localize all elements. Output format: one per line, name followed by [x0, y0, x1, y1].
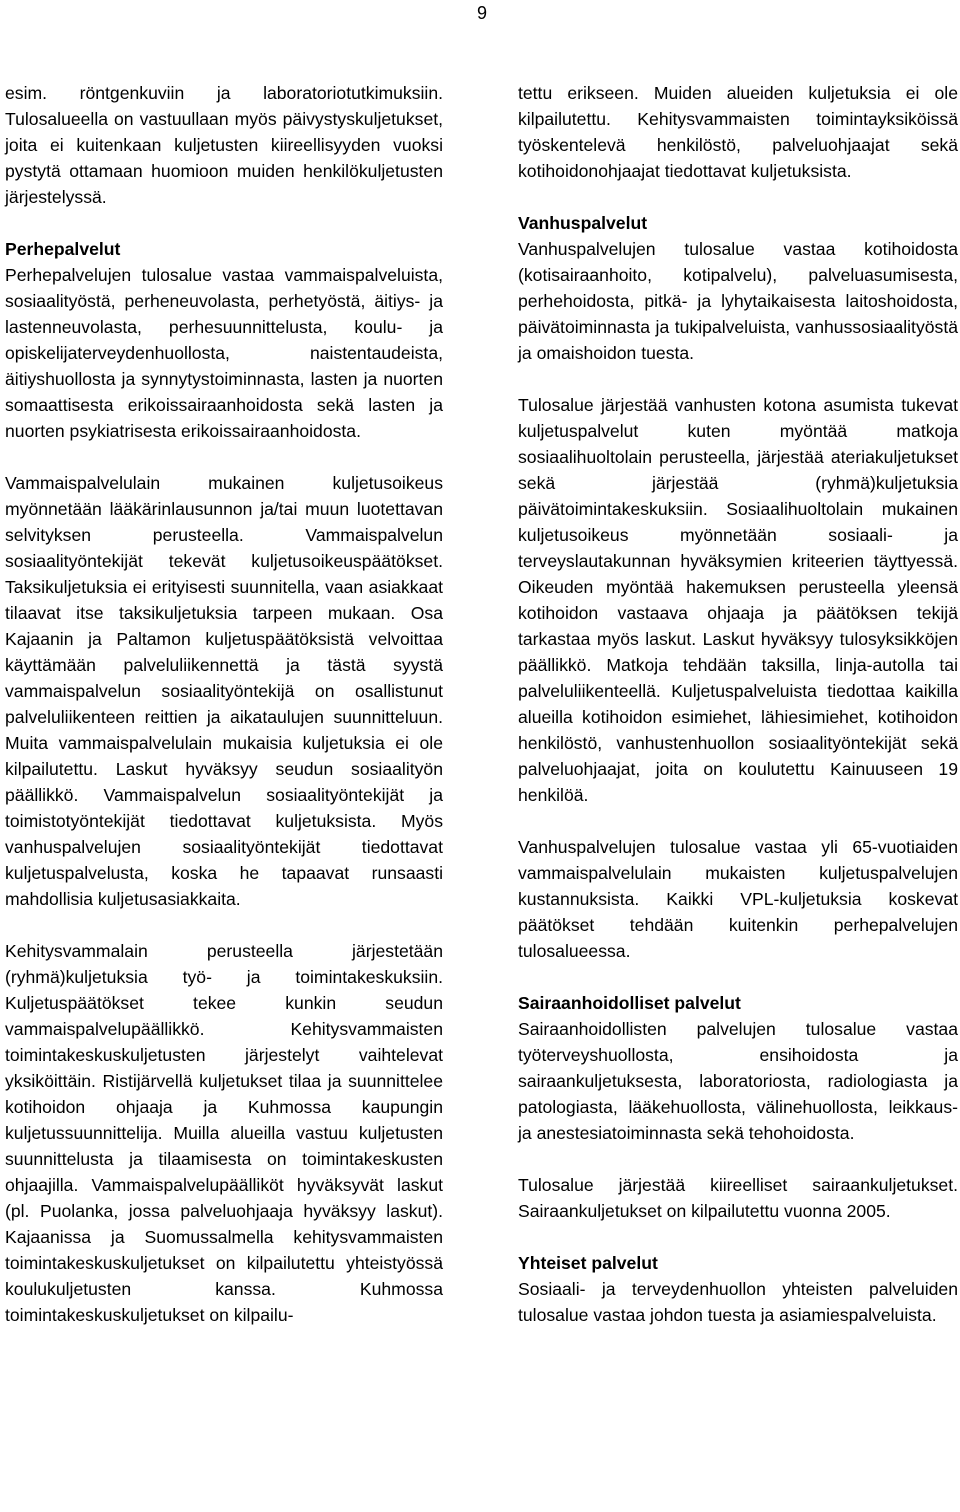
- paragraph: esim. röntgenkuviin ja laboratoriotutkimuksiin. Tulosalueella on vastuullaan myös päivystyskuljetukset, joita ei kuitenkaan kuljetusten kiireellisyyden vuoksi pystytä ottamaan huomioon muiden henkilökuljetusten järjestelyssä.: [5, 83, 443, 207]
- section-perhepalvelut: [5, 236, 443, 444]
- left-column: [5, 80, 443, 1328]
- paragraph: Sairaanhoidollisten palvelujen tulosalue vastaa työterveyshuollosta, ensihoidosta ja sairaankuljetuksesta, laboratoriosta, radiologiasta ja patologiasta, lääkehuollosta, välinehuollosta, leikkaus- ja anestesiatoiminnasta sekä tehohoidosta.: [518, 1019, 958, 1143]
- page-number: 9: [476, 3, 487, 23]
- paragraph: Sosiaali- ja terveydenhuollon yhteisten palveluiden tulosalue vastaa johdon tuesta ja asiamiespalveluista.: [518, 1279, 958, 1325]
- section-heading: Vanhuspalvelut: [518, 213, 648, 233]
- section-heading: Perhepalvelut: [5, 239, 121, 259]
- paragraph: tettu erikseen. Muiden alueiden kuljetuksia ei ole kilpailutettu. Kehitysvammaisten toimintayksiköissä työskentelevä henkilöstö, palveluohjaajat sekä kotihoidonohjaajat tiedottavat kuljetuksista.: [518, 83, 958, 181]
- paragraph: Kehitysvammalain perusteella järjestetään (ryhmä)kuljetuksia työ- ja toimintakeskuksiin. Kuljetuspäätökset tekee kunkin seudun vammaispalvelupäällikkö. Kehitysvammaisten toimintakeskuskuljetusten järjestelyt vaihtelevat yksiköittäin. Ristijärvellä kuljetukset tilaa ja suunnittelee kotihoidon ohjaaja ja Kuhmossa kaupungin kuljetussuunnittelija. Muilla alueilla vastuu kuljetusten suunnittelusta ja tilaamisesta on toimintakeskusten ohjaajilla. Vammaispalvelupäälliköt hyväksyvät laskut (pl. Puolanka, jossa palveluohjaaja hyväksyy laskut). Kajaanissa ja Suomussalmella kehitysvammaisten toimintakeskuskuljetukset on kilpailutettu yhteistyössä koulukuljetusten kanssa. Kuhmossa toimintakeskuskuljetukset on kilpailu-: [5, 941, 443, 1325]
- paragraph: Tulosalue järjestää kiireelliset sairaankuljetukset. Sairaankuljetukset on kilpailutettu vuonna 2005.: [518, 1175, 958, 1221]
- section-heading: Yhteiset palvelut: [518, 1253, 658, 1273]
- paragraph: Tulosalue järjestää vanhusten kotona asumista tukevat kuljetuspalvelut kuten myöntää matkoja sosiaalihuoltolain perusteella, järjestää ateriakuljetukset sekä järjestää (ryhmä)kuljetuksia päivätoimintakeskuksiin. Sosiaalihuoltolain mukainen kuljetusoikeus myönnetään sosiaali- ja terveyslautakunnan hyväksymien kriteerien täyttyessä. Oikeuden myöntää hakemuksen perusteella yleensä kotihoidon vastaava ohjaaja ja päätöksen tekijä tarkastaa myös laskut. Laskut hyväksyy tulosyksikköjen päällikkö. Matkoja tehdään taksilla, linja-autolla tai palveluliikenteellä. Kuljetuspalveluista tiedottaa kaikilla alueilla kotihoidon esimiehet, lähiesimiehet, kotihoidon henkilöstö, vanhustenhuollon sosiaalityöntekijät sekä palveluohjaajat, joita on koulutettu Kainuuseen 19 henkilöä.: [518, 395, 958, 805]
- paragraph: Vanhuspalvelujen tulosalue vastaa yli 65-vuotiaiden vammaispalvelulain mukaisten kuljetuspalvelujen kustannuksista. Kaikki VPL-kuljetuksia koskevat päätökset tehdään kuitenkin perhepalvelujen tulosalueessa.: [518, 837, 958, 961]
- section-yhteiset: [518, 1250, 958, 1328]
- section-sairaanhoidolliset: [518, 990, 958, 1146]
- paragraph: Vammaispalvelulain mukainen kuljetusoikeus myönnetään lääkärinlausunnon ja/tai muun luotettavan selvityksen perusteella. Vammaispalvelun sosiaalityöntekijät tekevät kuljetusoikeuspäätökset. Taksikuljetuksia ei erityisesti suunnitella, vaan asiakkaat tilaavat itse taksikuljetuksia tarpeen mukaan. Osa Kajaanin ja Paltamon kuljetuspäätöksistä velvoittaa käyttämään palveluliikennettä ja tästä syystä vammaispalvelun sosiaalityöntekijä on osallistunut palveluliikenteen reittien ja aikataulujen suunnitteluun. Muita vammaispalvelulain mukaisia kuljetuksia ei ole kilpailutettu. Laskut hyväksyy seudun sosiaalityön päällikkö. Vammaispalvelun sosiaalityöntekijät ja toimistotyöntekijät tiedottavat kuljetuksista. Myös vanhuspalvelujen sosiaalityöntekijät tiedottavat kuljetuspalvelusta, koska he tapaavat runsaasti mahdollisia kuljetusasiakkaita.: [5, 473, 443, 909]
- paragraph: Perhepalvelujen tulosalue vastaa vammaispalveluista, sosiaalityöstä, perheneuvolasta, perhetyöstä, äitiys- ja lastenneuvolasta, perhesuunnittelusta, koulu- ja opiskelijaterveydenhuollosta, naistentaudeista, äitiyshuollosta ja synnytystoiminnasta, lasten ja nuorten somaattisesta erikoissairaanhoidosta sekä lasten ja nuorten psykiatrisesta erikoissairaanhoidosta.: [5, 265, 443, 441]
- section-vanhuspalvelut: [518, 210, 958, 366]
- right-column: [518, 80, 958, 1328]
- section-heading: Sairaanhoidolliset palvelut: [518, 993, 741, 1013]
- paragraph: Vanhuspalvelujen tulosalue vastaa kotihoidosta (kotisairaanhoito, kotipalvelu), palveluasumisesta, perhehoidosta, pitkä- ja lyhytaikaisesta laitoshoidosta, päivätoiminnasta ja tukipalveluista, vanhussosiaalityöstä ja omaishoidon tuesta.: [518, 239, 958, 363]
